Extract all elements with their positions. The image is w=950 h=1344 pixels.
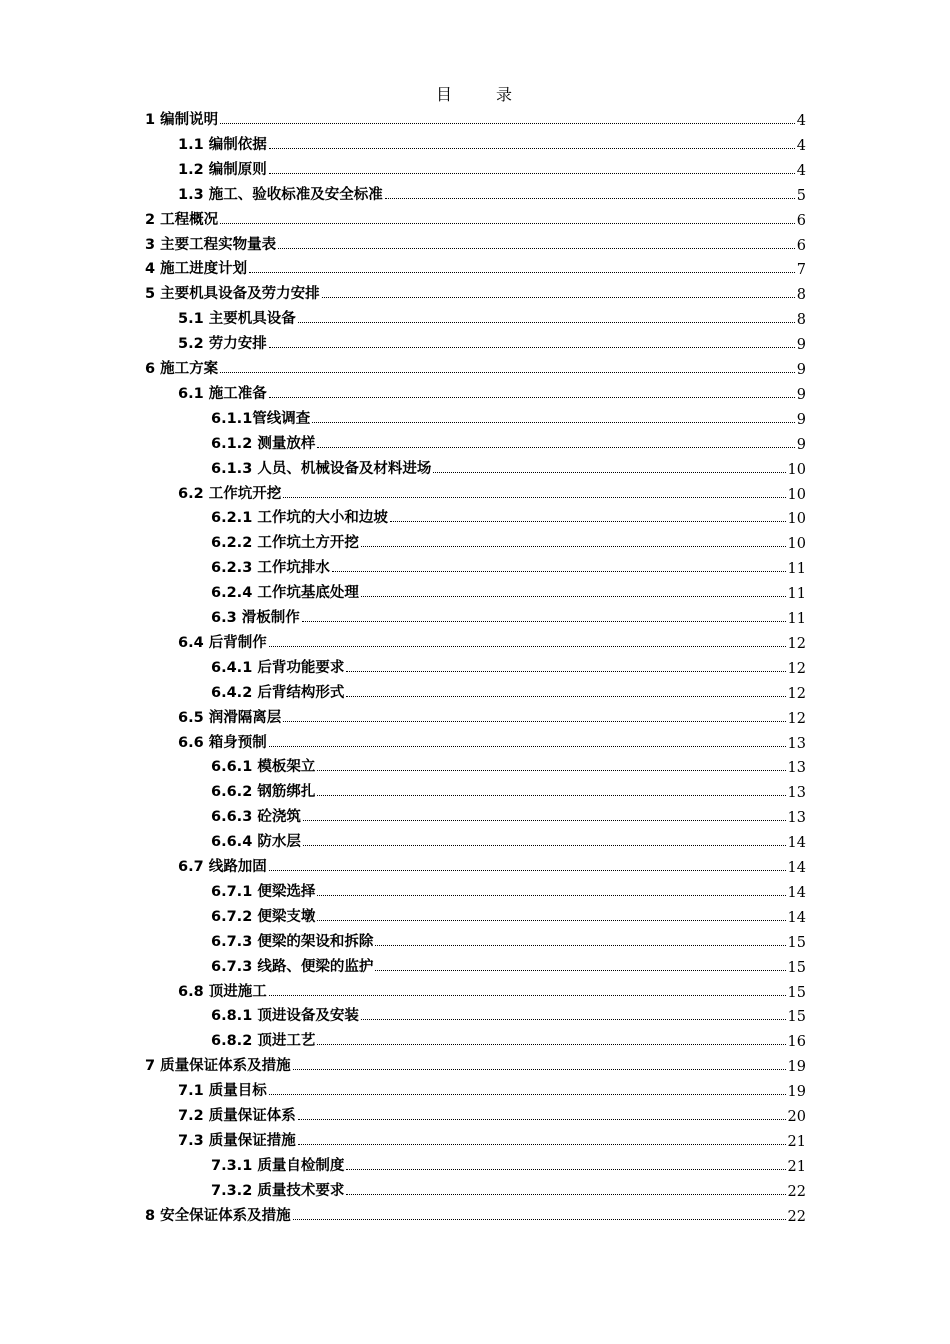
toc-entry[interactable] [178,730,806,752]
toc-entry-label: 5.2 劳力安排 [178,336,267,352]
toc-entry-label: 6.2.1 工作坑的大小和边坡 [211,510,388,526]
toc-entry[interactable] [211,1153,806,1175]
toc-entry-page-number: 8 [796,312,806,328]
toc-entry-label: 6.2.3 工作坑排水 [211,560,330,576]
toc-dot-leader [346,1194,785,1195]
toc-entry-page-number: 21 [787,1159,806,1175]
toc-entry-label: 6.2.2 工作坑土方开挖 [211,535,359,551]
toc-entry-label: 6.4.1 后背功能要求 [211,660,345,676]
toc-entry-page-number: 9 [796,387,806,403]
toc-entry-page-number: 10 [787,536,806,552]
toc-entry[interactable] [211,555,806,577]
toc-dot-leader [278,248,795,249]
toc-entry[interactable] [178,705,806,727]
toc-entry-page-number: 6 [796,238,806,254]
toc-entry-page-number: 8 [796,287,806,303]
toc-dot-leader [220,123,795,124]
toc-entry[interactable] [145,356,806,378]
toc-entry[interactable] [211,829,806,851]
toc-entry-label: 7.3.2 质量技术要求 [211,1183,345,1199]
toc-entry-label: 7.2 质量保证体系 [178,1108,296,1124]
toc-entry[interactable] [178,1128,806,1150]
toc-entry-page-number: 16 [787,1034,806,1050]
toc-entry[interactable] [178,306,806,328]
toc-entry-page-number: 9 [796,412,806,428]
toc-dot-leader [293,1069,786,1070]
toc-entry-label: 6.8 顶进施工 [178,984,267,1000]
toc-entry[interactable] [178,630,806,652]
toc-entry-label: 6.1 施工准备 [178,386,267,402]
toc-entry-page-number: 13 [787,810,806,826]
toc-entry-label: 6.7.3 线路、便梁的监护 [211,959,374,975]
toc-dot-leader [312,422,794,423]
toc-entry[interactable] [145,256,806,278]
toc-entry[interactable] [178,854,806,876]
toc-dot-leader [269,995,786,996]
toc-entry-page-number: 12 [787,661,806,677]
toc-entry-page-number: 11 [787,561,806,577]
toc-entry-label: 6.4.2 后背结构形式 [211,685,345,701]
toc-entry-label: 1 编制说明 [145,112,219,128]
toc-entry-page-number: 9 [796,362,806,378]
toc-entry[interactable] [211,655,806,677]
toc-entry-page-number: 13 [787,736,806,752]
toc-dot-leader [283,721,785,722]
toc-dot-leader [269,148,795,149]
toc-entry[interactable] [178,132,806,154]
toc-entry-page-number: 15 [787,960,806,976]
toc-entry[interactable] [211,680,806,702]
toc-entry-page-number: 15 [787,1009,806,1025]
toc-dot-leader [361,596,786,597]
toc-entry-label: 1.3 施工、验收标准及安全标准 [178,187,383,203]
toc-entry[interactable] [211,804,806,826]
toc-dot-leader [346,696,785,697]
toc-entry[interactable] [211,879,806,901]
toc-entry-label: 6.2.4 工作坑基底处理 [211,585,359,601]
toc-entry-label: 1.2 编制原则 [178,162,267,178]
toc-entry-label: 6.7.3 便梁的架设和拆除 [211,934,374,950]
toc-entry[interactable] [211,904,806,926]
toc-entry-label: 6 施工方案 [145,361,219,377]
toc-entry-page-number: 4 [796,138,806,154]
toc-dot-leader [303,820,786,821]
toc-entry[interactable] [145,232,806,254]
toc-entry-page-number: 5 [796,188,806,204]
toc-entry-page-number: 15 [787,985,806,1001]
toc-entry[interactable] [145,281,806,303]
toc-entry[interactable] [178,481,806,503]
toc-entry-page-number: 10 [787,511,806,527]
toc-entry-page-number: 21 [787,1134,806,1150]
toc-entry-page-number: 22 [787,1184,806,1200]
toc-dot-leader [317,447,794,448]
toc-entry-label: 6.7 线路加固 [178,859,267,875]
toc-entry-label: 7 质量保证体系及措施 [145,1058,291,1074]
toc-entry-page-number: 6 [796,213,806,229]
toc-entry[interactable] [178,182,806,204]
toc-dot-leader [375,970,785,971]
toc-entry-page-number: 20 [787,1109,806,1125]
toc-dot-leader [317,920,785,921]
toc-dot-leader [317,770,785,771]
toc-entry-label: 7.3 质量保证措施 [178,1133,296,1149]
toc-dot-leader [317,895,785,896]
toc-entry[interactable] [211,605,806,627]
toc-entry-label: 6.1.2 测量放样 [211,436,316,452]
toc-entry[interactable] [211,456,806,478]
toc-entry[interactable] [211,1178,806,1200]
toc-entry-page-number: 10 [787,487,806,503]
toc-entry-label: 6.5 润滑隔离层 [178,710,282,726]
toc-dot-leader [298,322,795,323]
toc-entry[interactable] [178,381,806,403]
toc-entry-page-number: 7 [796,262,806,278]
toc-entry[interactable] [211,779,806,801]
toc-entry[interactable] [211,431,806,453]
toc-entry-page-number: 4 [796,113,806,129]
toc-entry[interactable] [211,954,806,976]
toc-dot-leader [322,297,795,298]
toc-entry[interactable] [211,580,806,602]
toc-dot-leader [346,671,785,672]
toc-entry-label: 6.6.1 模板架立 [211,759,316,775]
toc-entry-label: 6.6.4 防水层 [211,834,301,850]
toc-entry-page-number: 10 [787,462,806,478]
toc-entry-page-number: 9 [796,437,806,453]
toc-dot-leader [298,1144,786,1145]
toc-entry-label: 6.7.1 便梁选择 [211,884,316,900]
toc-entry-label: 5.1 主要机具设备 [178,311,296,327]
toc-entry-page-number: 15 [787,935,806,951]
toc-entry-label: 4 施工进度计划 [145,261,248,277]
toc-entry-label: 6.3 滑板制作 [211,610,300,626]
toc-entry[interactable] [211,1028,806,1050]
toc-entry[interactable] [178,1103,806,1125]
toc-entry-label: 8 安全保证体系及措施 [145,1208,291,1224]
toc-dot-leader [317,1044,785,1045]
toc-dot-leader [269,397,795,398]
toc-entry[interactable] [145,107,806,129]
toc-entry-page-number: 19 [787,1059,806,1075]
toc-entry-label: 2 工程概况 [145,212,219,228]
toc-dot-leader [269,646,786,647]
toc-entry-label: 6.1.3 人员、机械设备及材料进场 [211,461,432,477]
toc-entry-page-number: 9 [796,337,806,353]
toc-dot-leader [220,223,795,224]
toc-dot-leader [303,845,786,846]
toc-dot-leader [302,621,786,622]
toc-entry[interactable] [178,979,806,1001]
toc-entry-page-number: 12 [787,686,806,702]
toc-dot-leader [361,546,786,547]
toc-dot-leader [361,1019,786,1020]
toc-dot-leader [433,472,785,473]
toc-entry-label: 7.1 质量目标 [178,1083,267,1099]
toc-entry[interactable] [211,754,806,776]
toc-entry-page-number: 13 [787,785,806,801]
toc-entry-label: 6.8.2 顶进工艺 [211,1033,316,1049]
toc-entry-page-number: 4 [796,163,806,179]
toc-entry-label: 6.6.3 砼浇筑 [211,809,301,825]
toc-entry-page-number: 14 [787,910,806,926]
toc-entry-page-number: 14 [787,860,806,876]
toc-entry[interactable] [145,207,806,229]
toc-entry-page-number: 11 [787,586,806,602]
toc-dot-leader [332,571,786,572]
toc-entry-page-number: 22 [787,1209,806,1225]
toc-dot-leader [269,1094,786,1095]
toc-entry[interactable] [145,1203,806,1225]
toc-entry-label: 6.4 后背制作 [178,635,267,651]
toc-entry-label: 1.1 编制依据 [178,137,267,153]
toc-dot-leader [390,521,786,522]
toc-entry-label: 5 主要机具设备及劳力安排 [145,286,320,302]
toc-entry[interactable] [211,505,806,527]
toc-title: 目 录 [435,85,526,104]
toc-dot-leader [375,945,785,946]
toc-entry-page-number: 14 [787,835,806,851]
toc-dot-leader [317,795,785,796]
toc-entry[interactable] [178,1078,806,1100]
toc-dot-leader [269,746,786,747]
toc-entry-label: 6.2 工作坑开挖 [178,486,282,502]
toc-dot-leader [269,347,795,348]
toc-entry-page-number: 13 [787,760,806,776]
toc-dot-leader [385,198,795,199]
toc-entry[interactable] [211,1003,806,1025]
toc-dot-leader [346,1169,785,1170]
toc-entry-label: 6.6.2 钢筋绑扎 [211,784,316,800]
toc-entry-page-number: 11 [787,611,806,627]
toc-dot-leader [283,497,785,498]
toc-entry[interactable] [211,406,806,428]
toc-entry-label: 6.6 箱身预制 [178,735,267,751]
toc-entry-page-number: 19 [787,1084,806,1100]
toc-dot-leader [293,1219,786,1220]
toc-dot-leader [298,1119,786,1120]
toc-entry-page-number: 12 [787,711,806,727]
toc-dot-leader [220,372,795,373]
toc-entry-label: 6.8.1 顶进设备及安装 [211,1008,359,1024]
toc-entry[interactable] [211,530,806,552]
toc-dot-leader [269,173,795,174]
toc-entry-label: 3 主要工程实物量表 [145,237,277,253]
toc-entry[interactable] [178,331,806,353]
toc-dot-leader [249,272,795,273]
toc-entry[interactable] [211,929,806,951]
toc-dot-leader [269,870,786,871]
toc-entry-label: 6.7.2 便梁支墩 [211,909,316,925]
toc-entry-label: 6.1.1管线调查 [211,411,311,427]
toc-entry-label: 7.3.1 质量自检制度 [211,1158,345,1174]
toc-entry-page-number: 14 [787,885,806,901]
toc-entry-page-number: 12 [787,636,806,652]
toc-entry[interactable] [145,1053,806,1075]
toc-entry[interactable] [178,157,806,179]
